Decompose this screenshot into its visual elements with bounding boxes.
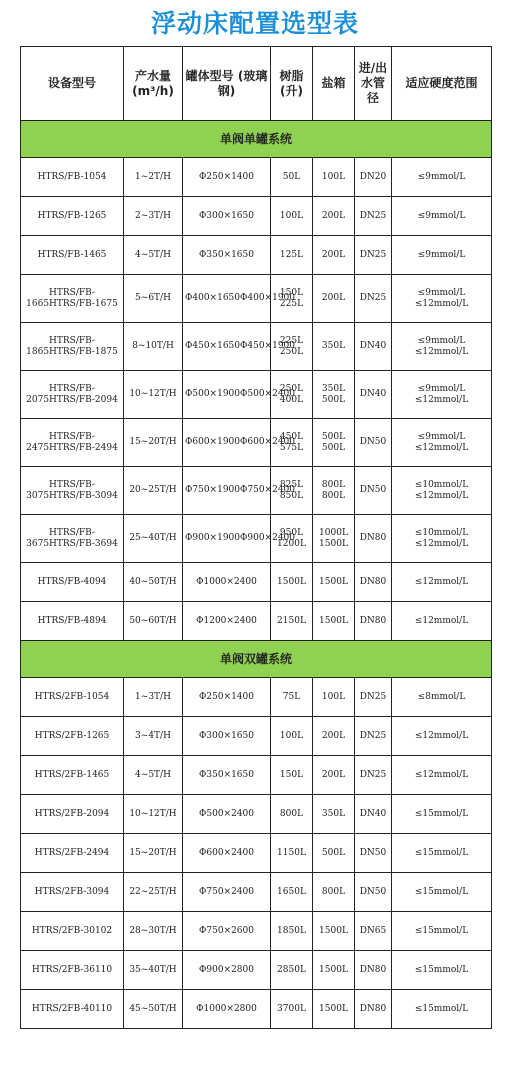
header-row <box>21 47 492 121</box>
cell-model: HTRS/FB-2475HTRS/FB-2494 <box>21 419 124 467</box>
cell-flow: 10~12T/H <box>124 371 183 419</box>
cell-brine: 350L 500L <box>313 371 355 419</box>
cell-model: HTRS/FB-2075HTRS/FB-2094 <box>21 371 124 419</box>
cell-brine: 200L <box>313 275 355 323</box>
table-row <box>21 563 492 602</box>
cell-flow: 50~60T/H <box>124 602 183 641</box>
cell-brine: 1500L <box>313 912 355 951</box>
cell-hardness: ≤12mmol/L <box>392 756 492 795</box>
table-row <box>21 834 492 873</box>
table-row <box>21 419 492 467</box>
cell-model: HTRS/FB-3075HTRS/FB-3094 <box>21 467 124 515</box>
cell-tank: Φ1000×2400 <box>183 563 271 602</box>
cell-model: HTRS/FB-1665HTRS/FB-1675 <box>21 275 124 323</box>
cell-tank: Φ600×2400 <box>183 834 271 873</box>
cell-resin: 825L 850L <box>271 467 313 515</box>
cell-model: HTRS/2FB-40110 <box>21 990 124 1029</box>
cell-brine: 200L <box>313 717 355 756</box>
cell-resin: 150L <box>271 756 313 795</box>
cell-pipe: DN40 <box>355 323 392 371</box>
cell-pipe: DN25 <box>355 197 392 236</box>
cell-tank: Φ250×1400 <box>183 158 271 197</box>
cell-brine: 350L <box>313 795 355 834</box>
header-pipe: 进/出水管径 <box>355 47 392 121</box>
cell-brine: 100L <box>313 678 355 717</box>
header-resin: 树脂 (升) <box>271 47 313 121</box>
cell-model: HTRS/2FB-30102 <box>21 912 124 951</box>
section-title: 单阀双罐系统 <box>21 641 492 678</box>
cell-hardness: ≤9mmol/L ≤12mmol/L <box>392 419 492 467</box>
cell-flow: 28~30T/H <box>124 912 183 951</box>
cell-tank: Φ400×1650Φ400×1900 <box>183 275 271 323</box>
cell-model: HTRS/FB-1054 <box>21 158 124 197</box>
cell-pipe: DN40 <box>355 371 392 419</box>
header-brine: 盐箱 <box>313 47 355 121</box>
cell-hardness: ≤9mmol/L ≤12mmol/L <box>392 275 492 323</box>
section-title: 单阀单罐系统 <box>21 121 492 158</box>
cell-model: HTRS/2FB-2494 <box>21 834 124 873</box>
page-title: 浮动床配置选型表 <box>150 9 359 38</box>
cell-tank: Φ1000×2800 <box>183 990 271 1029</box>
cell-model: HTRS/FB-1865HTRS/FB-1875 <box>21 323 124 371</box>
cell-brine: 800L <box>313 873 355 912</box>
cell-hardness: ≤15mmol/L <box>392 951 492 990</box>
cell-flow: 20~25T/H <box>124 467 183 515</box>
cell-model: HTRS/2FB-2094 <box>21 795 124 834</box>
header-model: 设备型号 <box>21 47 124 121</box>
cell-brine: 800L 800L <box>313 467 355 515</box>
cell-pipe: DN25 <box>355 275 392 323</box>
cell-resin: 1150L <box>271 834 313 873</box>
cell-model: HTRS/2FB-1465 <box>21 756 124 795</box>
cell-hardness: ≤12mmol/L <box>392 717 492 756</box>
cell-resin: 225L 250L <box>271 323 313 371</box>
cell-resin: 950L 1200L <box>271 515 313 563</box>
cell-model: HTRS/FB-4894 <box>21 602 124 641</box>
table-row <box>21 275 492 323</box>
cell-hardness: ≤9mmol/L <box>392 197 492 236</box>
cell-brine: 200L <box>313 756 355 795</box>
cell-brine: 100L <box>313 158 355 197</box>
cell-brine: 1500L <box>313 951 355 990</box>
cell-tank: Φ250×1400 <box>183 678 271 717</box>
table-row <box>21 873 492 912</box>
cell-model: HTRS/2FB-3094 <box>21 873 124 912</box>
cell-brine: 200L <box>313 236 355 275</box>
cell-brine: 350L <box>313 323 355 371</box>
cell-flow: 4~5T/H <box>124 756 183 795</box>
cell-brine: 1500L <box>313 990 355 1029</box>
cell-resin: 2150L <box>271 602 313 641</box>
cell-resin: 250L 400L <box>271 371 313 419</box>
cell-resin: 150L 225L <box>271 275 313 323</box>
cell-pipe: DN25 <box>355 236 392 275</box>
table-row <box>21 236 492 275</box>
table-row <box>21 467 492 515</box>
cell-tank: Φ350×1650 <box>183 756 271 795</box>
cell-resin: 1500L <box>271 563 313 602</box>
cell-tank: Φ750×2400 <box>183 873 271 912</box>
table-row <box>21 158 492 197</box>
cell-flow: 25~40T/H <box>124 515 183 563</box>
table-row <box>21 951 492 990</box>
cell-pipe: DN50 <box>355 467 392 515</box>
cell-tank: Φ500×1900Φ500×2400 <box>183 371 271 419</box>
cell-hardness: ≤12mmol/L <box>392 602 492 641</box>
cell-tank: Φ900×1900Φ900×2400 <box>183 515 271 563</box>
cell-pipe: DN80 <box>355 951 392 990</box>
table-row <box>21 678 492 717</box>
cell-hardness: ≤10mmol/L ≤12mmol/L <box>392 467 492 515</box>
cell-brine: 1500L <box>313 602 355 641</box>
cell-model: HTRS/FB-3675HTRS/FB-3694 <box>21 515 124 563</box>
cell-pipe: DN50 <box>355 873 392 912</box>
selection-table <box>20 46 492 1029</box>
cell-flow: 3~4T/H <box>124 717 183 756</box>
table-row <box>21 990 492 1029</box>
header-tank: 罐体型号 (玻璃钢) <box>183 47 271 121</box>
cell-tank: Φ1200×2400 <box>183 602 271 641</box>
cell-model: HTRS/FB-1265 <box>21 197 124 236</box>
cell-brine: 500L 500L <box>313 419 355 467</box>
cell-hardness: ≤15mmol/L <box>392 834 492 873</box>
cell-hardness: ≤9mmol/L ≤12mmol/L <box>392 371 492 419</box>
cell-flow: 8~10T/H <box>124 323 183 371</box>
section-row <box>21 641 492 678</box>
cell-hardness: ≤15mmol/L <box>392 912 492 951</box>
table-row <box>21 323 492 371</box>
cell-tank: Φ300×1650 <box>183 197 271 236</box>
cell-flow: 45~50T/H <box>124 990 183 1029</box>
cell-hardness: ≤15mmol/L <box>392 873 492 912</box>
cell-pipe: DN50 <box>355 419 392 467</box>
cell-tank: Φ350×1650 <box>183 236 271 275</box>
cell-flow: 40~50T/H <box>124 563 183 602</box>
cell-resin: 100L <box>271 717 313 756</box>
cell-pipe: DN80 <box>355 563 392 602</box>
cell-model: HTRS/2FB-36110 <box>21 951 124 990</box>
header-hardness: 适应硬度范围 <box>392 47 492 121</box>
cell-brine: 200L <box>313 197 355 236</box>
table-row <box>21 717 492 756</box>
cell-hardness: ≤12mmol/L <box>392 563 492 602</box>
cell-model: HTRS/2FB-1054 <box>21 678 124 717</box>
header-flow: 产水量 (m³/h) <box>124 47 183 121</box>
cell-brine: 1000L 1500L <box>313 515 355 563</box>
cell-resin: 2850L <box>271 951 313 990</box>
cell-flow: 5~6T/H <box>124 275 183 323</box>
cell-hardness: ≤8mmol/L <box>392 678 492 717</box>
cell-pipe: DN80 <box>355 515 392 563</box>
section-row <box>21 121 492 158</box>
cell-flow: 35~40T/H <box>124 951 183 990</box>
cell-resin: 50L <box>271 158 313 197</box>
cell-resin: 75L <box>271 678 313 717</box>
cell-pipe: DN80 <box>355 990 392 1029</box>
cell-tank: Φ750×2600 <box>183 912 271 951</box>
cell-hardness: ≤9mmol/L ≤12mmol/L <box>392 323 492 371</box>
table-row <box>21 912 492 951</box>
cell-tank: Φ750×1900Φ750×2400 <box>183 467 271 515</box>
cell-flow: 4~5T/H <box>124 236 183 275</box>
cell-flow: 1~3T/H <box>124 678 183 717</box>
cell-flow: 15~20T/H <box>124 419 183 467</box>
cell-resin: 100L <box>271 197 313 236</box>
table-row <box>21 602 492 641</box>
cell-resin: 3700L <box>271 990 313 1029</box>
cell-hardness: ≤9mmol/L <box>392 158 492 197</box>
cell-flow: 15~20T/H <box>124 834 183 873</box>
cell-hardness: ≤15mmol/L <box>392 795 492 834</box>
cell-brine: 1500L <box>313 563 355 602</box>
cell-model: HTRS/FB-4094 <box>21 563 124 602</box>
cell-resin: 1850L <box>271 912 313 951</box>
table-row <box>21 371 492 419</box>
cell-flow: 2~3T/H <box>124 197 183 236</box>
cell-tank: Φ450×1650Φ450×1900 <box>183 323 271 371</box>
cell-pipe: DN20 <box>355 158 392 197</box>
cell-resin: 1650L <box>271 873 313 912</box>
cell-hardness: ≤15mmol/L <box>392 990 492 1029</box>
cell-brine: 500L <box>313 834 355 873</box>
cell-resin: 125L <box>271 236 313 275</box>
table-row <box>21 795 492 834</box>
table-row <box>21 515 492 563</box>
cell-flow: 1~2T/H <box>124 158 183 197</box>
cell-tank: Φ900×2800 <box>183 951 271 990</box>
table-row <box>21 197 492 236</box>
cell-pipe: DN50 <box>355 834 392 873</box>
cell-flow: 10~12T/H <box>124 795 183 834</box>
cell-hardness: ≤10mmol/L ≤12mmol/L <box>392 515 492 563</box>
cell-pipe: DN80 <box>355 602 392 641</box>
cell-pipe: DN25 <box>355 717 392 756</box>
cell-model: HTRS/FB-1465 <box>21 236 124 275</box>
cell-tank: Φ600×1900Φ600×2400 <box>183 419 271 467</box>
cell-pipe: DN25 <box>355 756 392 795</box>
cell-resin: 800L <box>271 795 313 834</box>
cell-model: HTRS/2FB-1265 <box>21 717 124 756</box>
cell-pipe: DN65 <box>355 912 392 951</box>
cell-hardness: ≤9mmol/L <box>392 236 492 275</box>
cell-pipe: DN25 <box>355 678 392 717</box>
cell-tank: Φ300×1650 <box>183 717 271 756</box>
cell-pipe: DN40 <box>355 795 392 834</box>
cell-flow: 22~25T/H <box>124 873 183 912</box>
table-row <box>21 756 492 795</box>
cell-resin: 450L 575L <box>271 419 313 467</box>
cell-tank: Φ500×2400 <box>183 795 271 834</box>
